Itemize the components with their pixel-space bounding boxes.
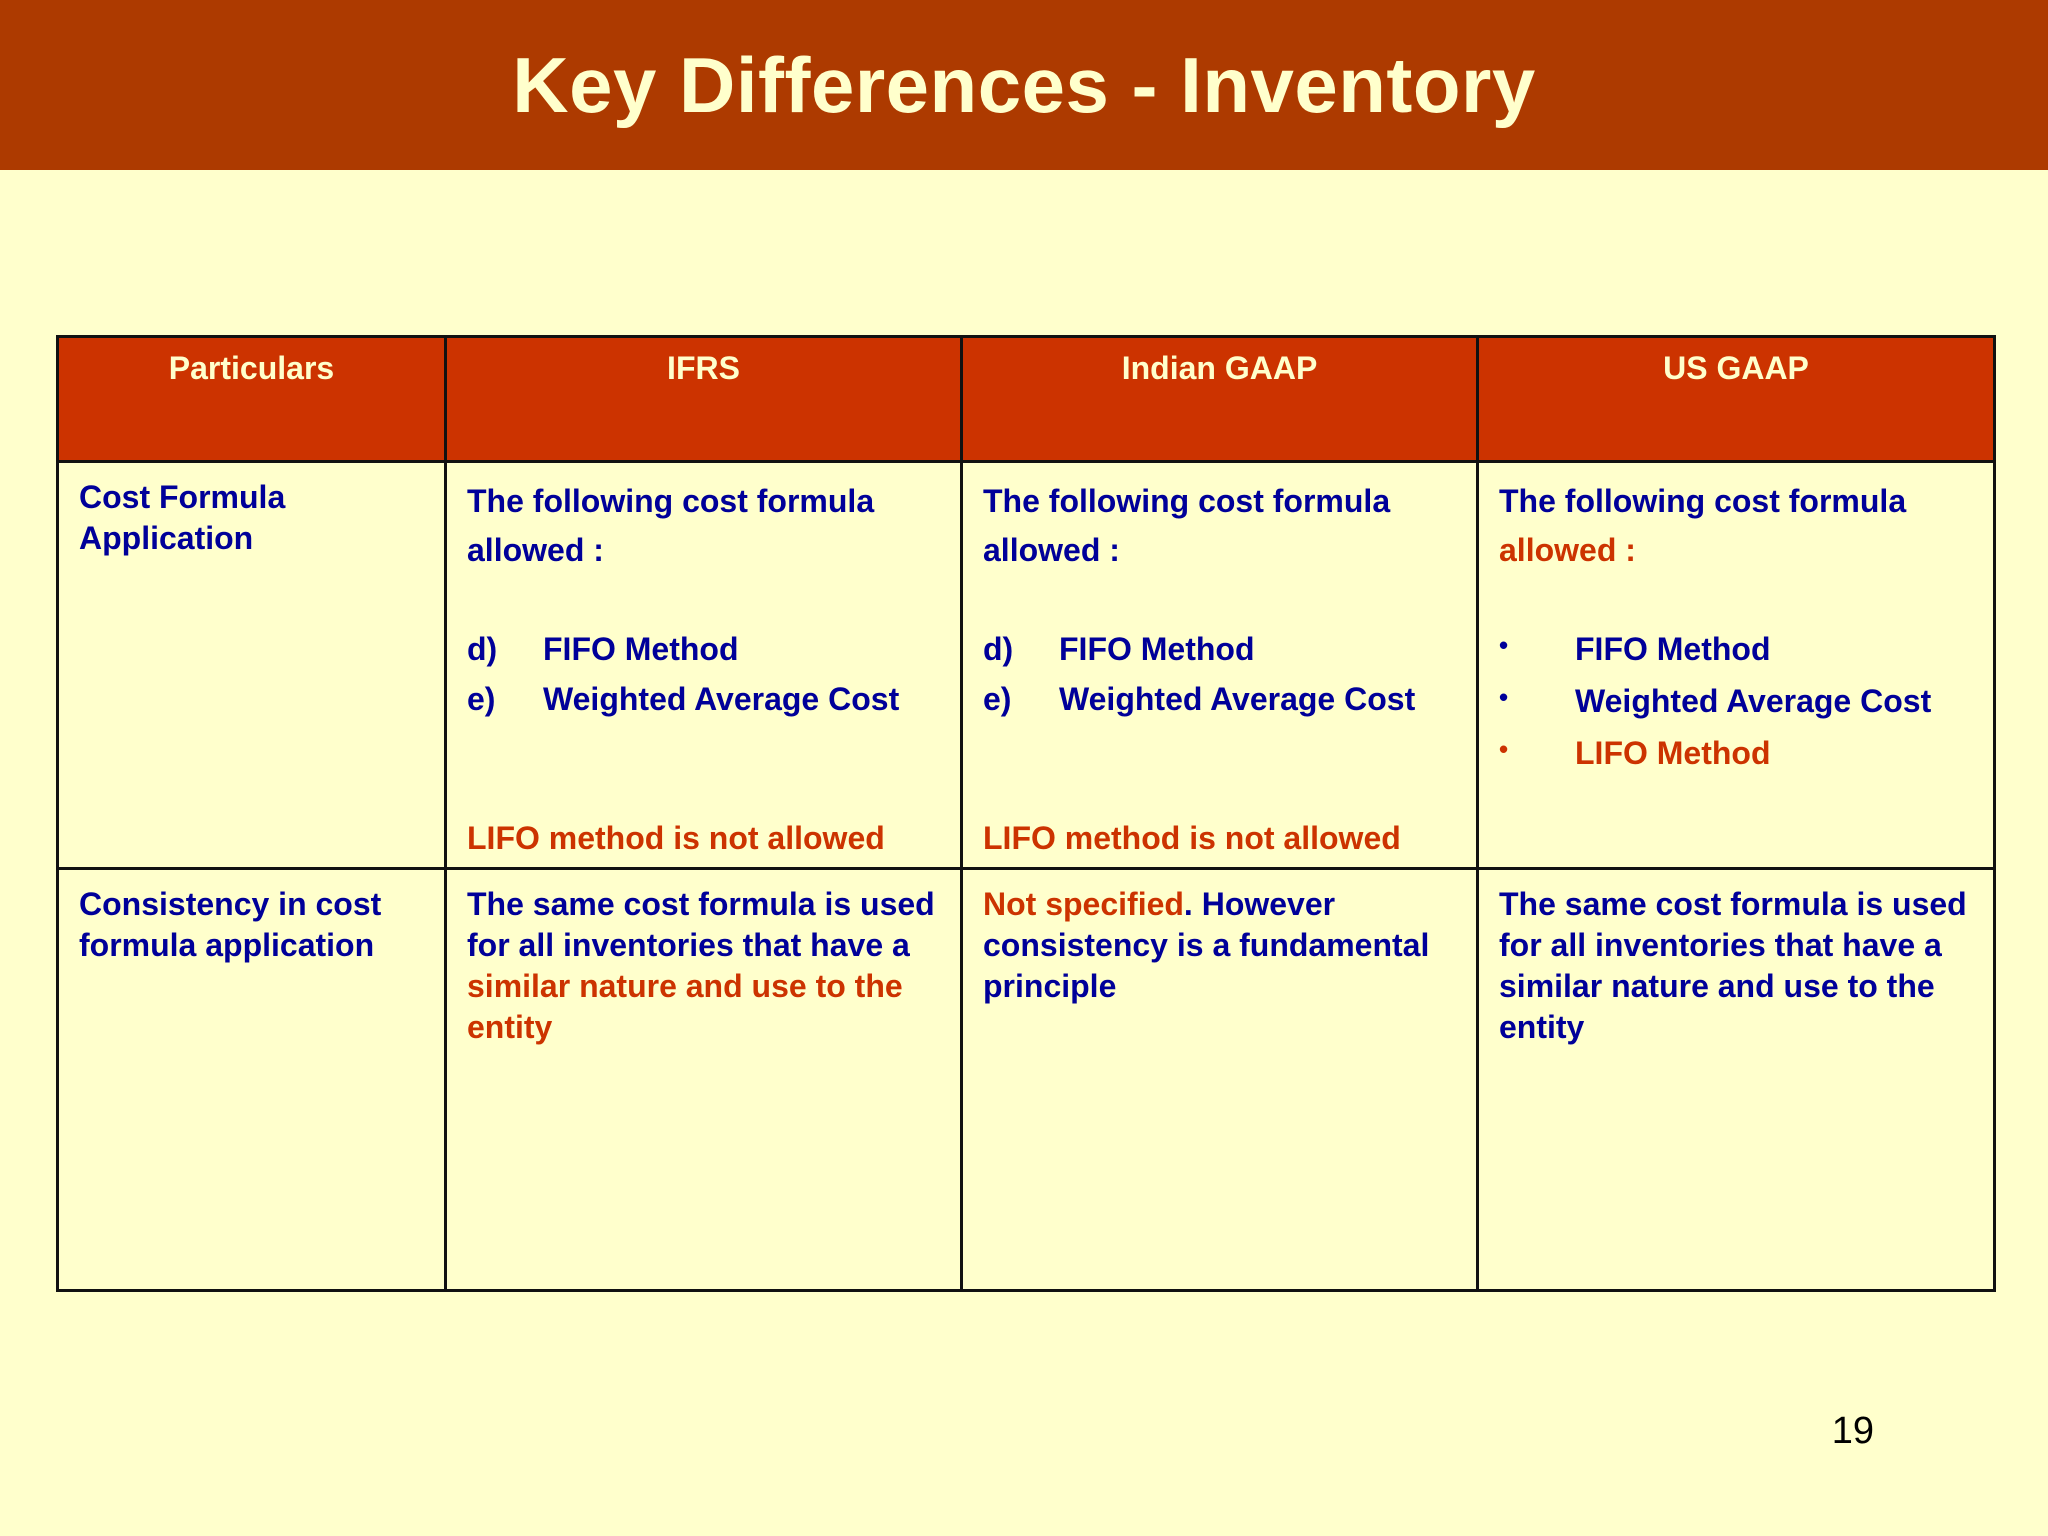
bullet-icon: • [1499,734,1509,764]
us-gaap-lead-text: The following cost formula [1499,483,1907,519]
list-item [1499,624,1973,676]
cell-indian-gaap-cost-formula [962,462,1478,869]
header-indian-gaap: Indian GAAP [962,337,1478,462]
comparison-table [56,335,1996,1292]
indian-gaap-lead-text: The following cost formula allowed : [983,483,1391,568]
list-marker: e) [983,681,1012,717]
list-item [1499,676,1973,728]
ifrs-lead-text: The following cost formula allowed : [467,483,875,568]
cell-us-gaap-cost-formula [1478,462,1995,869]
header-us-gaap: US GAAP [1478,337,1995,462]
us-gaap-consistency-text: The same cost formula is used for all inventories that have a similar nature and use to the entity [1499,886,1967,1045]
cell-us-gaap-consistency [1478,869,1995,1291]
cell-particular-cost-formula [58,462,446,869]
list-item-text: Weighted Average Cost [543,681,900,717]
list-marker: d) [467,631,498,667]
page-number: 19 [1831,1410,1874,1452]
header-ifrs: IFRS [446,337,962,462]
cell-ifrs-consistency [446,869,962,1291]
ifrs-lifo-note: LIFO method is not allowed [467,820,885,856]
list-item [1499,728,1973,780]
list-item-text: FIFO Method [543,631,739,667]
slide-title: Key Differences - Inventory [512,40,1536,129]
header-particulars: Particulars [58,337,446,462]
table-row-consistency [58,869,1995,1291]
indian-gaap-not-specified: Not specified [983,886,1184,922]
bullet-icon: • [1499,630,1509,660]
list-item [983,674,1456,724]
list-item [467,674,940,724]
indian-gaap-method-list [983,624,1456,724]
us-gaap-method-list [1499,624,1973,780]
list-item-text: FIFO Method [1059,631,1255,667]
list-item-text: Weighted Average Cost [1059,681,1416,717]
list-item [983,624,1456,674]
cell-particular-consistency [58,869,446,1291]
list-marker: d) [983,631,1014,667]
particular-label: Cost Formula Application [79,479,286,556]
ifrs-consistency-text: The same cost formula is used for all inventories that have a [467,886,935,963]
title-bar [0,0,2048,170]
list-item-text: LIFO Method [1575,735,1771,771]
list-item-text: FIFO Method [1575,631,1771,667]
indian-gaap-lifo-note: LIFO method is not allowed [983,820,1401,856]
cell-ifrs-cost-formula [446,462,962,869]
table-row-cost-formula [58,462,1995,869]
bullet-icon: • [1499,682,1509,712]
cell-indian-gaap-consistency [962,869,1478,1291]
table-header-row [58,337,1995,462]
list-marker: e) [467,681,496,717]
indian-gaap-consistency-text: . However consistency is a fundamental principle [983,886,1430,1004]
ifrs-method-list [467,624,940,724]
particular-label: Consistency in cost formula application [79,886,382,963]
list-item-text: Weighted Average Cost [1575,683,1932,719]
ifrs-consistency-highlight: similar nature and use to the entity [467,968,903,1045]
us-gaap-lead-allowed: allowed : [1499,532,1636,568]
list-item [467,624,940,674]
